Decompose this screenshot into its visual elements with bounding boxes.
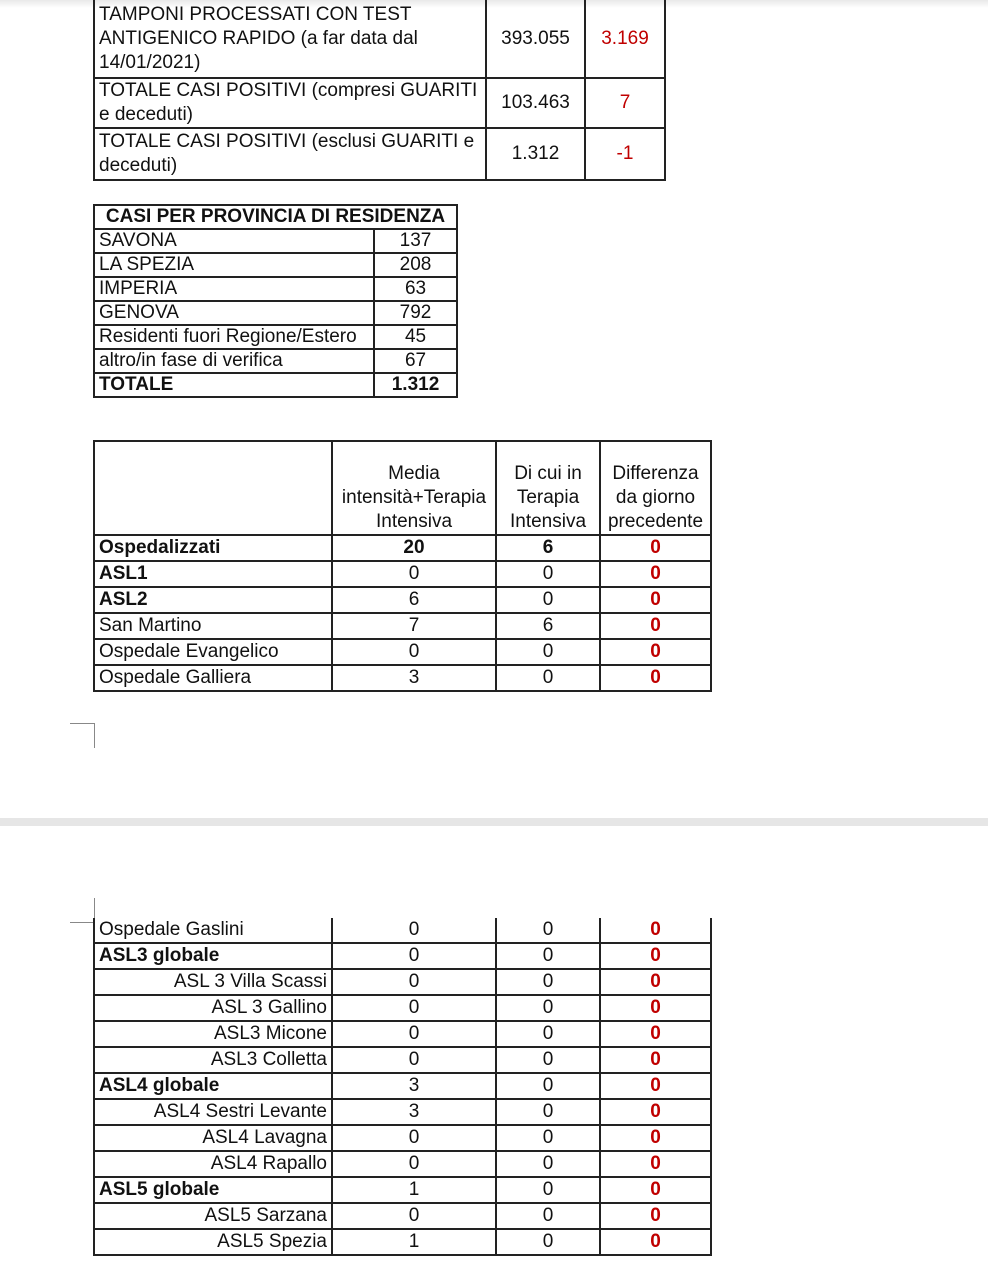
hospital-diff: 0	[600, 639, 711, 665]
hospital-diff: 0	[600, 1177, 711, 1203]
hospital-diff: 0	[600, 943, 711, 969]
hospital-diff: 0	[600, 587, 711, 613]
page-corner-mark	[70, 898, 95, 923]
table-row	[94, 1047, 711, 1073]
hospital-diff: 0	[600, 1021, 711, 1047]
table-row	[94, 639, 711, 665]
province-total-value: 1.312	[374, 373, 457, 397]
table-row	[94, 943, 711, 969]
province-name: SAVONA	[94, 229, 374, 253]
hospital-icu: 0	[496, 1177, 600, 1203]
summary-delta: -1	[585, 128, 665, 180]
hospital-total: 1	[332, 1229, 496, 1255]
hospital-icu: 0	[496, 1203, 600, 1229]
table-header-row	[94, 441, 711, 535]
hospital-diff: 0	[600, 1125, 711, 1151]
hospital-total: 0	[332, 1203, 496, 1229]
hospital-name: ASL4 Sestri Levante	[94, 1099, 332, 1125]
table-row	[94, 1229, 711, 1255]
hospital-name: ASL4 Lavagna	[94, 1125, 332, 1151]
province-value: 208	[374, 253, 457, 277]
summary-table	[93, 0, 666, 181]
hospital-diff: 0	[600, 1073, 711, 1099]
hospital-name: Ospedale Evangelico	[94, 639, 332, 665]
summary-label: TAMPONI PROCESSATI CON TEST ANTIGENICO RAPIDO (a far data dal 14/01/2021)	[94, 0, 486, 78]
province-value: 792	[374, 301, 457, 325]
table-row	[94, 1073, 711, 1099]
table-row	[94, 918, 711, 943]
hospital-diff: 0	[600, 561, 711, 587]
table-row	[94, 373, 457, 397]
table-row	[94, 1151, 711, 1177]
page-separator	[0, 818, 988, 826]
table-row	[94, 561, 711, 587]
hospital-name: San Martino	[94, 613, 332, 639]
table-row	[94, 665, 711, 691]
hospital-icu: 0	[496, 943, 600, 969]
hospital-total: 0	[332, 1047, 496, 1073]
table-row	[94, 995, 711, 1021]
page-corner-mark	[70, 723, 95, 748]
hospital-total: 1	[332, 1177, 496, 1203]
hospital-total: 6	[332, 587, 496, 613]
province-total-label: TOTALE	[94, 373, 374, 397]
table-row	[94, 277, 457, 301]
hospital-icu: 0	[496, 995, 600, 1021]
hospital-icu: 0	[496, 665, 600, 691]
column-header: Differenza da giorno precedente	[600, 441, 711, 535]
hospital-table-continued	[93, 918, 712, 1256]
province-name: GENOVA	[94, 301, 374, 325]
hospital-diff: 0	[600, 1047, 711, 1073]
hospital-icu: 0	[496, 587, 600, 613]
hospital-icu: 0	[496, 639, 600, 665]
hospital-icu: 0	[496, 561, 600, 587]
table-row	[94, 349, 457, 373]
hospital-name: Ospedale Gaslini	[94, 918, 332, 943]
hospital-diff: 0	[600, 1099, 711, 1125]
hospital-icu: 0	[496, 969, 600, 995]
hospital-name: ASL4 Rapallo	[94, 1151, 332, 1177]
table-row	[94, 613, 711, 639]
table-row	[94, 205, 457, 229]
summary-value: 1.312	[486, 128, 585, 180]
hospital-name: ASL4 globale	[94, 1073, 332, 1099]
table-row	[94, 969, 711, 995]
hospital-total: 0	[332, 969, 496, 995]
hospital-name: ASL2	[94, 587, 332, 613]
hospital-total: 0	[332, 1125, 496, 1151]
hospital-total: 0	[332, 918, 496, 943]
hospital-name: ASL5 Spezia	[94, 1229, 332, 1255]
column-header: Media intensità+Terapia Intensiva	[332, 441, 496, 535]
province-name: altro/in fase di verifica	[94, 349, 374, 373]
table-row	[94, 301, 457, 325]
hospital-total: 3	[332, 665, 496, 691]
summary-delta: 3.169	[585, 0, 665, 78]
table-row	[94, 0, 665, 78]
hospital-diff: 0	[600, 1203, 711, 1229]
table-row	[94, 1099, 711, 1125]
province-name: Residenti fuori Regione/Estero	[94, 325, 374, 349]
hospital-name: Ospedale Galliera	[94, 665, 332, 691]
empty-header-cell	[94, 441, 332, 535]
province-name: LA SPEZIA	[94, 253, 374, 277]
hospital-name: ASL 3 Gallino	[94, 995, 332, 1021]
hospital-total: 0	[332, 1021, 496, 1047]
summary-value: 103.463	[486, 78, 585, 128]
hospital-icu: 0	[496, 918, 600, 943]
hospital-diff: 0	[600, 665, 711, 691]
hospital-total: 0	[332, 561, 496, 587]
summary-value: 393.055	[486, 0, 585, 78]
province-name: IMPERIA	[94, 277, 374, 301]
province-table-title: CASI PER PROVINCIA DI RESIDENZA	[94, 205, 457, 229]
summary-delta: 7	[585, 78, 665, 128]
hospital-table	[93, 440, 712, 692]
table-row	[94, 587, 711, 613]
hospital-icu: 0	[496, 1047, 600, 1073]
hospital-diff: 0	[600, 1229, 711, 1255]
hospital-icu: 0	[496, 1099, 600, 1125]
summary-label: TOTALE CASI POSITIVI (compresi GUARITI e deceduti)	[94, 78, 486, 128]
table-row	[94, 535, 711, 561]
hospital-name: ASL 3 Villa Scassi	[94, 969, 332, 995]
province-value: 63	[374, 277, 457, 301]
hospital-icu: 0	[496, 1151, 600, 1177]
hospital-name: ASL1	[94, 561, 332, 587]
province-value: 67	[374, 349, 457, 373]
hospital-total: 7	[332, 613, 496, 639]
hospital-diff: 0	[600, 613, 711, 639]
hospital-icu: 0	[496, 1229, 600, 1255]
province-value: 45	[374, 325, 457, 349]
hospital-name: Ospedalizzati	[94, 535, 332, 561]
table-row	[94, 1203, 711, 1229]
hospital-total: 0	[332, 995, 496, 1021]
hospital-name: ASL5 globale	[94, 1177, 332, 1203]
hospital-icu: 0	[496, 1021, 600, 1047]
hospital-total: 0	[332, 1151, 496, 1177]
hospital-name: ASL5 Sarzana	[94, 1203, 332, 1229]
province-table	[93, 204, 458, 398]
hospital-total: 3	[332, 1099, 496, 1125]
hospital-total: 0	[332, 639, 496, 665]
document-page-2	[0, 826, 988, 1280]
table-row	[94, 1177, 711, 1203]
province-value: 137	[374, 229, 457, 253]
hospital-icu: 0	[496, 1125, 600, 1151]
hospital-icu: 0	[496, 1073, 600, 1099]
table-row	[94, 1125, 711, 1151]
hospital-name: ASL3 Colletta	[94, 1047, 332, 1073]
hospital-diff: 0	[600, 535, 711, 561]
table-row	[94, 128, 665, 180]
hospital-diff: 0	[600, 918, 711, 943]
table-row	[94, 78, 665, 128]
summary-label: TOTALE CASI POSITIVI (esclusi GUARITI e deceduti)	[94, 128, 486, 180]
hospital-diff: 0	[600, 1151, 711, 1177]
table-row	[94, 325, 457, 349]
hospital-name: ASL3 Micone	[94, 1021, 332, 1047]
column-header: Di cui in Terapia Intensiva	[496, 441, 600, 535]
hospital-icu: 6	[496, 535, 600, 561]
hospital-icu: 6	[496, 613, 600, 639]
hospital-total: 20	[332, 535, 496, 561]
hospital-name: ASL3 globale	[94, 943, 332, 969]
table-row	[94, 1021, 711, 1047]
table-row	[94, 253, 457, 277]
hospital-diff: 0	[600, 969, 711, 995]
hospital-total: 0	[332, 943, 496, 969]
table-row	[94, 229, 457, 253]
hospital-diff: 0	[600, 995, 711, 1021]
hospital-total: 3	[332, 1073, 496, 1099]
